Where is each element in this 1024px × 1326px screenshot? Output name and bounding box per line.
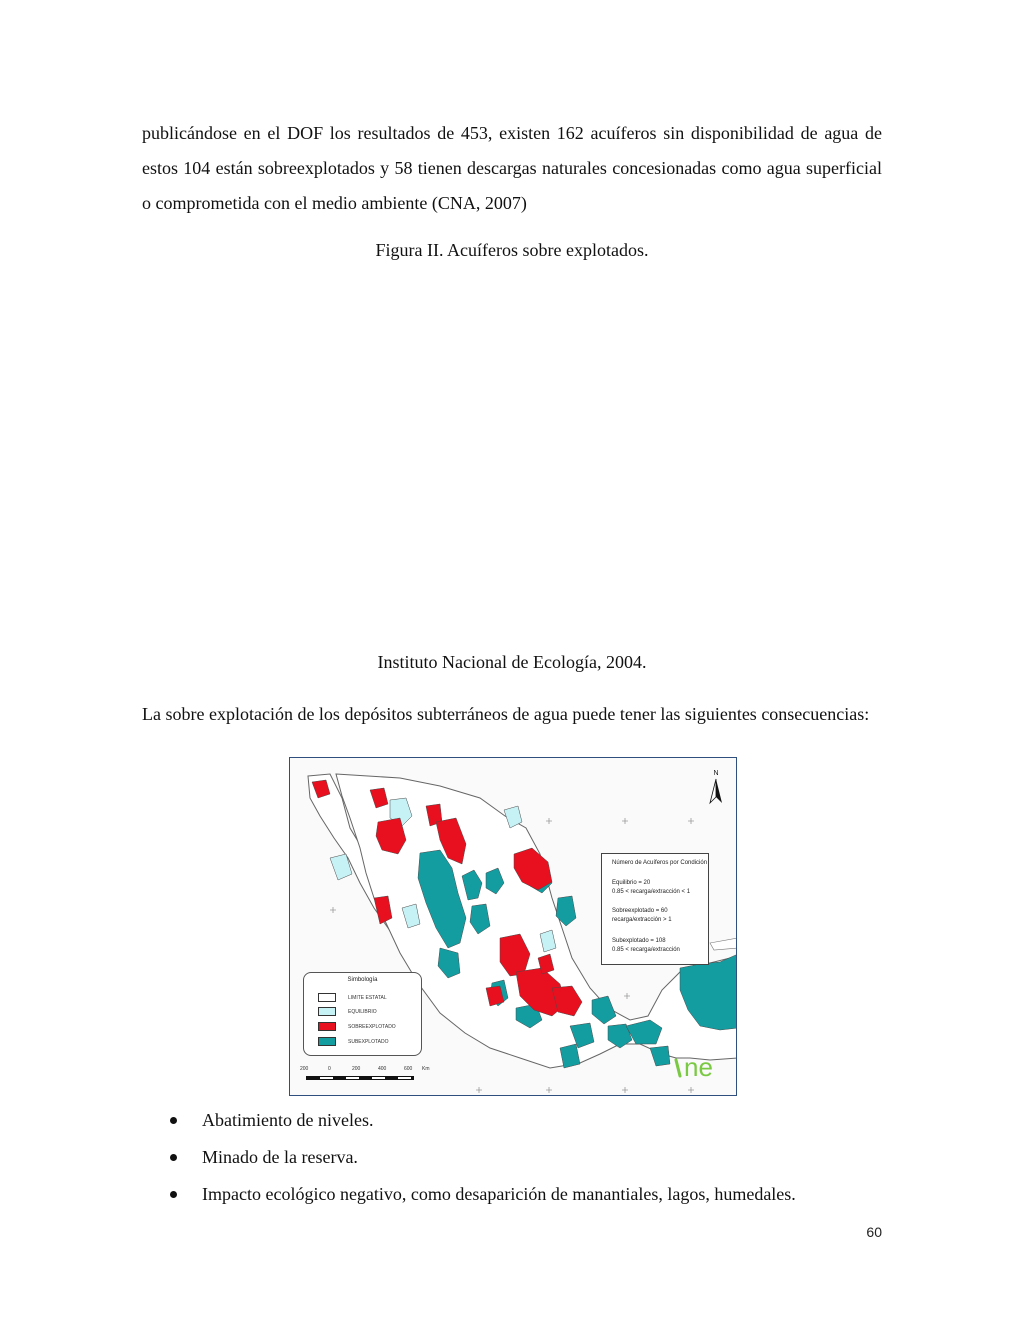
north-arrow — [706, 770, 726, 810]
map-scale-bar — [300, 1066, 440, 1086]
list-item — [170, 1176, 890, 1213]
island-shape — [710, 938, 737, 950]
ine-logo — [668, 1046, 738, 1086]
map-legend — [303, 972, 422, 1056]
legend-swatch-equilibrio — [318, 1007, 336, 1016]
consequences-paragraph: La sobre explotación de los depósitos subterráneos de agua puede tener las siguientes consecuencias: — [142, 704, 870, 724]
scale-bar-graphic — [306, 1076, 414, 1080]
figure-caption: Figura II. Acuíferos sobre explotados. — [375, 240, 649, 260]
count-sobreexplotado: Sobreexplotado = 60 — [612, 908, 668, 914]
legend-swatch-sobreexplotado — [318, 1022, 336, 1031]
scale-unit: Km — [422, 1066, 430, 1072]
list-item-text: Minado de la reserva. — [202, 1147, 358, 1167]
scale-tick: 600 — [404, 1066, 413, 1072]
legend-label-limite-estatal: LIMITE ESTATAL — [348, 995, 387, 1001]
legend-swatch-subexplotado — [318, 1037, 336, 1046]
consequences-list — [170, 1102, 890, 1213]
bullet-icon — [170, 1191, 177, 1198]
count-equilibrio-rule: 0.85 < recarga/extracción < 1 — [612, 889, 691, 895]
page-number: 60 — [866, 1224, 882, 1240]
legend-label-sobreexplotado: SOBREEXPLOTADO — [348, 1024, 396, 1030]
count-sobreexplotado-rule: recarga/extracción > 1 — [612, 917, 672, 923]
bullet-icon — [170, 1117, 177, 1124]
aquifer-count-box — [601, 853, 709, 965]
scale-tick: 200 — [300, 1066, 309, 1072]
north-arrow-icon — [706, 777, 726, 805]
logo-text: ne — [684, 1052, 713, 1082]
count-box-title: Número de Acuíferos por Condición — [612, 860, 708, 866]
north-label: N — [713, 770, 719, 777]
legend-label-equilibrio: EQUILIBRIO — [348, 1009, 377, 1015]
legend-swatch-limite-estatal — [318, 993, 336, 1002]
count-subexplotado-rule: 0.85 < recarga/extracción — [612, 947, 680, 953]
ine-logo-graphic — [668, 1046, 738, 1086]
intro-paragraph: publicándose en el DOF los resultados de 453, existen 162 acuíferos sin disponibilidad de agua de estos 104 están sobreexplotados y 58 tienen descargas naturales concesionadas como agua superficial o comprometida con el medio ambiente (CNA, 2007) — [142, 123, 882, 213]
count-equilibrio: Equilibrio = 20 — [612, 880, 651, 886]
scale-tick: 0 — [328, 1066, 331, 1072]
scale-tick: 400 — [378, 1066, 387, 1072]
list-item — [170, 1102, 890, 1139]
count-subexplotado: Subexplotado = 108 — [612, 938, 666, 944]
figure-source: Instituto Nacional de Ecología, 2004. — [377, 652, 647, 672]
legend-title: Simbología — [347, 977, 378, 983]
scale-tick: 200 — [352, 1066, 361, 1072]
legend-label-subexplotado: SUBEXPLOTADO — [348, 1039, 389, 1045]
list-item-text: Impacto ecológico negativo, como desaparición de manantiales, lagos, humedales. — [202, 1184, 796, 1204]
list-item-text: Abatimiento de niveles. — [202, 1110, 374, 1130]
list-item — [170, 1139, 890, 1176]
bullet-icon — [170, 1154, 177, 1161]
